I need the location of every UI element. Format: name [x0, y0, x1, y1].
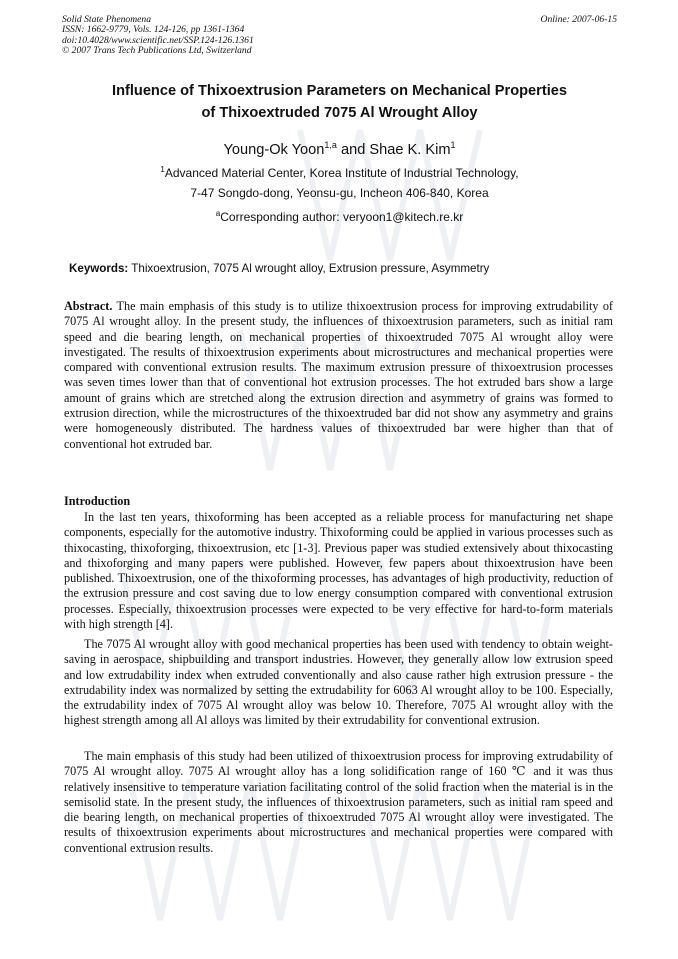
- author-list: [62, 136, 617, 159]
- author-2: Shae K. Kim: [369, 141, 451, 158]
- corresponding-author-line: [62, 207, 617, 224]
- abstract-label: Abstract.: [64, 299, 113, 313]
- intro-paragraph-3: The main emphasis of this study had been utilized of thixoextrusion process for improving extrudability of 7075 Al wrought alloy. 7075 Al wrought alloy has a long solidification range of 160 ℃ and it was thus relatively insensitive to temperature variation facilitating control of the solid fraction when the material is in the semisolid state. In the present study, the influences of thixoextrusion parameters, such as initial ram speed and die bearing length, on mechanical properties of thixoextruded 7075 Al wrought alloy were investigated. The results of thixoextrusion experiments about microstructures and mechanical properties were compared with conventional extrusion results.: [64, 749, 613, 855]
- affiliation-institute: Advanced Material Center, Korea Institute of Industrial Technology,: [164, 166, 519, 180]
- affiliation-mark: 1: [160, 165, 165, 174]
- author-1-affiliation-mark: 1,a: [324, 140, 337, 150]
- affiliation-address: 7-47 Songdo-dong, Yeonsu-gu, Incheon 406-840, Korea: [190, 186, 489, 200]
- keywords-line: [69, 262, 624, 276]
- keywords-text: Thixoextrusion, 7075 Al wrought alloy, Extrusion pressure, Asymmetry: [128, 262, 490, 275]
- section-heading-introduction: Introduction: [64, 494, 131, 508]
- author-2-affiliation-mark: 1: [450, 140, 456, 150]
- affiliation-line-2: [62, 186, 617, 200]
- copyright-line: © 2007 Trans Tech Publications Ltd, Switzerland: [62, 45, 252, 57]
- intro-paragraph-2: The 7075 Al wrought alloy with good mechanical properties has been used with tendency to obtain weight-saving in aerospace, shipbuilding and transport industries. However, they generally allow low extrusion speed and low extrudability index when extruded conventionally and also cause rather high extrusion pressure - the extrudability index was normalized by setting the extrudability for 6063 Al wrought alloy to be 100. Especially, the extrudability index of 7075 Al wrought alloy was below 10. Therefore, 7075 Al wrought alloy with the highest strength among all Al alloys was limited by their extrudability for conventional extrusion.: [64, 637, 613, 728]
- issn-line: ISSN: 1662-9779, Vols. 124-126, pp 1361-1364: [62, 24, 245, 36]
- online-date: Online: 2007-06-15: [540, 14, 617, 25]
- title-line-2: of Thixoextruded 7075 Al Wrought Alloy: [201, 105, 478, 121]
- intro-paragraph-1: In the last ten years, thixoforming has been accepted as a reliable process for manufacturing net shape components, especially for the automotive industry. Thixoforming could be applied in various processes such as thixocasting, thixoforging, thixoextrusion, etc [1-3]. Previous paper was studied extensively about thixocasting and thixoforging and many papers were published. However, few papers about thixoextrusion have been published. Thixoextrusion, one of the thixoforming processes, has advantages of high productivity, reduction of the extrusion pressure and cost saving due to low energy consumption compared with conventional extrusion processes. Especially, thixoextrusion processes were expected to be very effective for hard-to-form materials with high strength [4].: [64, 510, 613, 632]
- corresponding-mark: a: [215, 209, 221, 218]
- journal-name: Solid State Phenomena: [62, 14, 151, 25]
- doi-line: doi:10.4028/www.scientific.net/SSP.124-126.1361: [62, 34, 254, 46]
- author-connector: and: [336, 141, 370, 158]
- paper-title: [62, 80, 617, 124]
- author-1: Young-Ok Yoon: [223, 141, 325, 158]
- keywords-label: Keywords:: [69, 262, 129, 275]
- journal-header: [62, 15, 617, 57]
- abstract-text: The main emphasis of this study is to utilize thixoextrusion process for improving extrudability of 7075 Al wrought alloy. In the present study, the influences of thixoextrusion parameters, such as initial ram speed and die bearing length, on mechanical properties of thixoextruded 7075 Al wrought alloy were investigated. The results of thixoextrusion experiments about microstructures and mechanical properties were compared with conventional extrusion results. The maximum extrusion pressure of thixoextrusion processes was seven times lower than that of conventional hot extrusion processes. The hot extruded bars show a large amount of grains which are stretched along the extrusion direction and asymmetry of grains was formed to extrusion direction, while the microstructures of the thixoextruded bar did not show any asymmetry and grains were homogeneously distributed. The hardness values of thixoextruded bar were higher than that of conventional hot extruded bar.: [64, 299, 613, 451]
- abstract-paragraph: [64, 299, 613, 452]
- affiliation-line-1: [62, 163, 617, 180]
- title-line-1: Influence of Thixoextrusion Parameters on Mechanical Properties: [112, 83, 567, 99]
- corresponding-author-email: Corresponding author: veryoon1@kitech.re.kr: [220, 210, 464, 224]
